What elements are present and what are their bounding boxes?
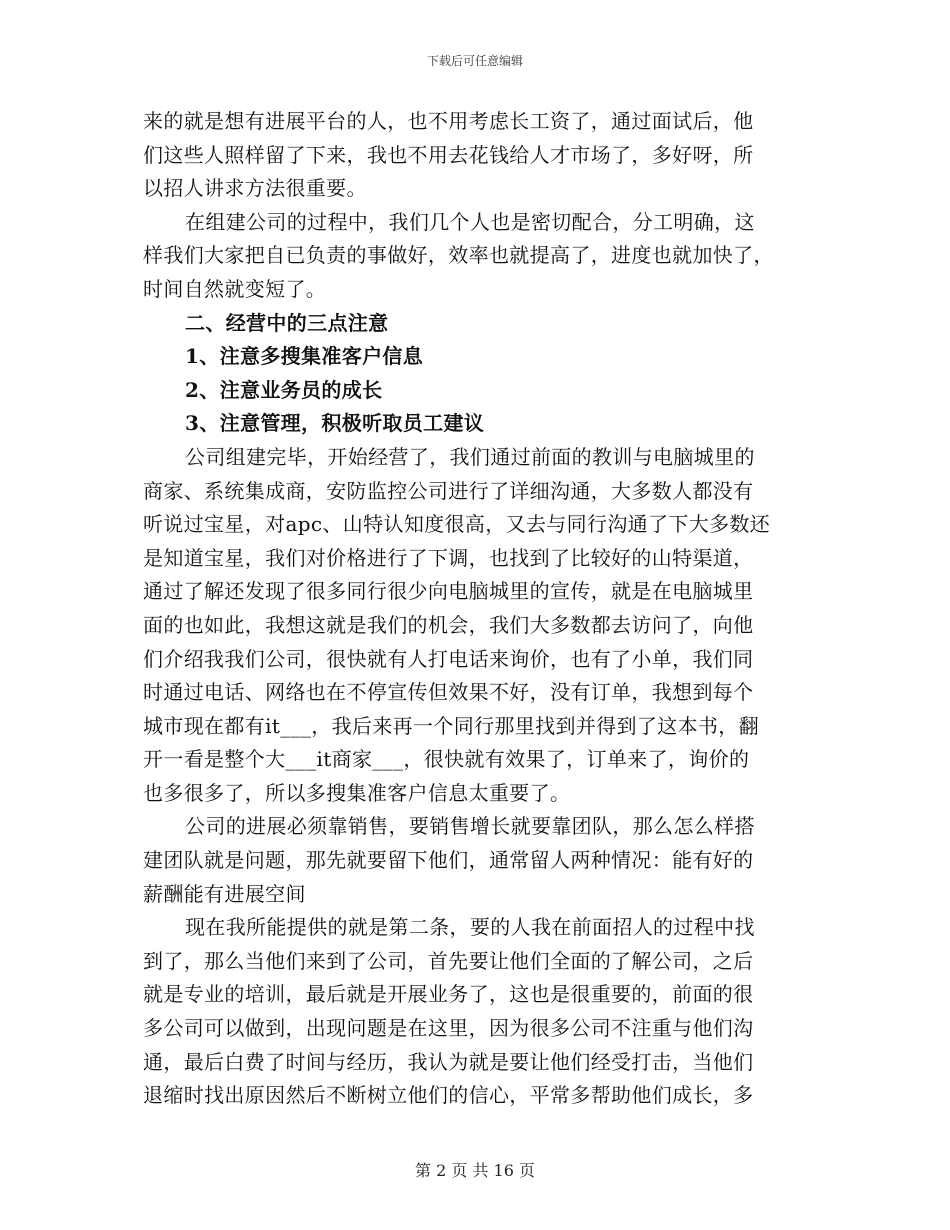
- body-line: 通，最后白费了时间与经历，我认为就是要让他们经受打击，当他们: [143, 1049, 754, 1074]
- page-header: 下载后可任意编辑: [426, 54, 523, 68]
- body-line: 们这些人照样留了下来，我也不用去花钱给人才市场了，多好呀，所: [143, 142, 754, 167]
- body-line: 通过了解还发现了很多同行很少向电脑城里的宣传，就是在电脑城里: [143, 579, 754, 604]
- body-line: 们介绍我我们公司，很快就有人打电话来询价，也有了小单，我们同: [143, 646, 754, 671]
- subheading: 2、注意业务员的成长: [185, 377, 383, 402]
- body-line: 以招人讲求方法很重要。: [143, 176, 367, 201]
- body-line: 也多很多了，所以多搜集准客户信息太重要了。: [143, 780, 571, 805]
- page-footer: 第 2 页 共 16 页: [415, 1161, 535, 1180]
- body-line: 来的就是想有进展平台的人，也不用考虑长工资了，通过面试后，他: [143, 109, 754, 133]
- subheading: 3、注意管理，积极听取员工建议: [185, 411, 485, 436]
- body-line: 面的也如此，我想这就是我们的机会，我们大多数都去访问了，向他: [143, 612, 754, 637]
- body-line: 时间自然就变短了。: [143, 276, 327, 301]
- body-line: 是知道宝星，我们对价格进行了下调，也找到了比较好的山特渠道，: [143, 545, 754, 570]
- body-line: 城市现在都有it___，我后来再一个同行那里找到并得到了这本书，翻: [143, 713, 759, 738]
- body-line: 时通过电话、网络也在不停宣传但效果不好，没有订单，我想到每个: [143, 680, 754, 705]
- body-line: 就是专业的培训，最后就是开展业务了，这也是很重要的，前面的很: [143, 982, 754, 1007]
- body-line: 现在我所能提供的就是第二条，要的人我在前面招人的过程中找: [185, 915, 755, 940]
- body-line: 在组建公司的过程中，我们几个人也是密切配合，分工明确，这: [185, 209, 755, 234]
- body-line: 公司组建完毕，开始经营了，我们通过前面的教训与电脑城里的: [185, 444, 755, 469]
- body-line: 多公司可以做到，出现问题是在这里，因为很多公司不注重与他们沟: [143, 1016, 754, 1041]
- body-line: 到了，那么当他们来到了公司，首先要让他们全面的了解公司，之后: [143, 948, 754, 973]
- body-line: 退缩时找出原因然后不断树立他们的信心，平常多帮助他们成长，多: [143, 1083, 754, 1108]
- document-body: [143, 105, 808, 1113]
- body-line: 开一看是整个大___it商家___，很快就有效果了，订单来了，询价的: [143, 747, 750, 772]
- body-line: 公司的进展必须靠销售，要销售增长就要靠团队，那么怎么样搭: [185, 814, 755, 839]
- section-heading: 二、经营中的三点注意: [185, 310, 389, 335]
- body-line: 听说过宝星，对apc、山特认知度很高，又去与同行沟通了下大多数还: [143, 512, 771, 537]
- body-line: 建团队就是问题，那先就要留下他们，通常留人两种情况：能有好的: [143, 848, 754, 873]
- subheading: 1、注意多搜集准客户信息: [185, 344, 424, 369]
- body-line: 样我们大家把自已负责的事做好，效率也就提高了，进度也就加快了，: [143, 243, 774, 268]
- body-line: 商家、系统集成商，安防监控公司进行了详细沟通，大多数人都没有: [143, 478, 754, 503]
- body-line: 薪酬能有进展空间: [143, 881, 306, 906]
